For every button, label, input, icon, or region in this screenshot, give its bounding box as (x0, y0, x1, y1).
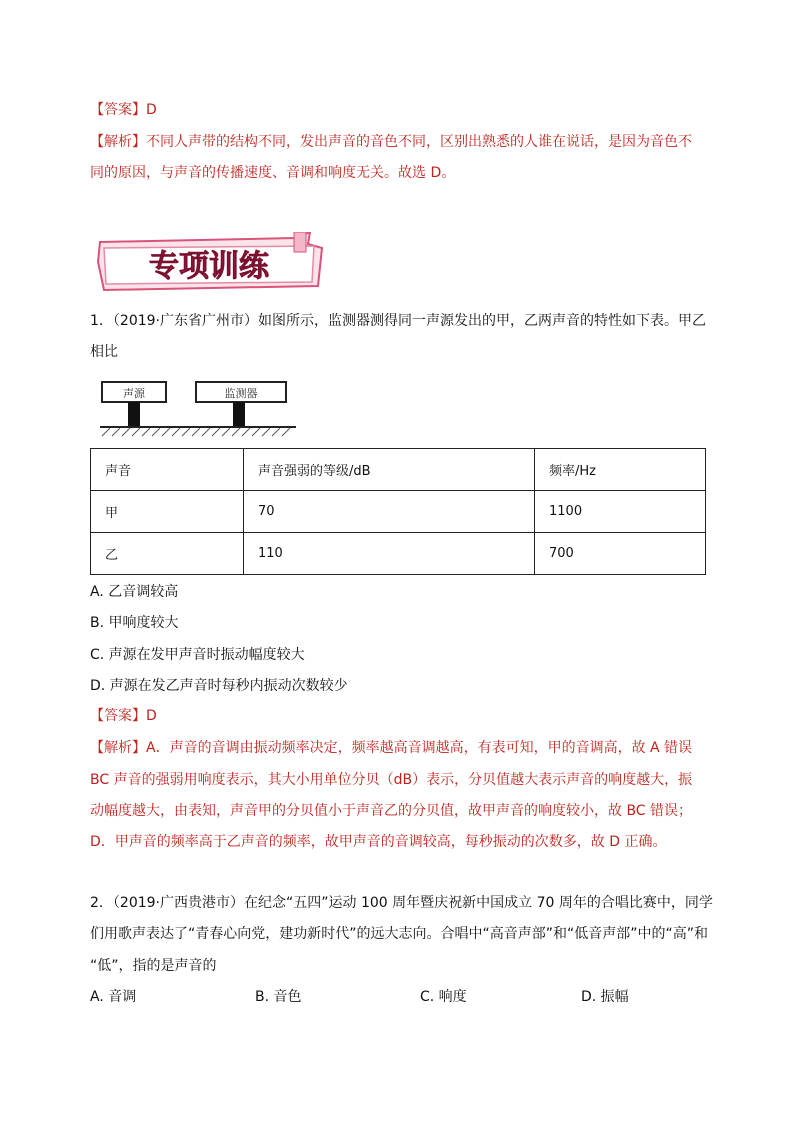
analysis-text: 不同人声带的结构不同，发出声音的音色不同，区别出熟悉的人谁在说话，是因为音色不 (146, 134, 692, 150)
apparatus-figure (100, 378, 296, 438)
q2-options (90, 987, 706, 1007)
q1-analysis-line-4: D．甲声音的频率高于乙声音的频率，故甲声音的音调较高，每秒振动的次数多，故 D 正确。 (90, 834, 667, 850)
monitor-label: 监测器 (224, 387, 258, 400)
answer-tag: 【答案】 (90, 102, 146, 118)
q2-stem-line-2: 们用歌声表达了“青春心向党，建功新时代”的远大志向。合唱中“高音声部”和“低音声部”中的“高”和 (90, 926, 709, 942)
q1-number: 1． (90, 313, 113, 329)
q2-option-d: D. 振幅 (581, 989, 629, 1005)
table-header-row (91, 449, 706, 491)
table-cell: 乙 (91, 533, 244, 575)
q2-option-b: B. 音色 (255, 989, 302, 1005)
previous-analysis-line-1 (90, 132, 692, 152)
header-cell: 声音 (91, 449, 244, 491)
table-cell: 70 (244, 491, 535, 533)
banner-title: 专项训练 (149, 249, 269, 284)
monitor-post (233, 402, 245, 426)
q1-option-a: A. 乙音调较高 (90, 584, 179, 600)
sound-source-label: 声源 (123, 387, 145, 400)
q2-source: （2019·广西贵港市） (112, 895, 245, 911)
q1-analysis-line-1 (90, 738, 692, 758)
analysis-text: A．声音的音调由振动频率决定，频率越高音调越高，有表可知，甲的音调高，故 A 错误 (146, 740, 693, 756)
table-cell: 700 (535, 533, 706, 575)
header-cell: 频率/Hz (535, 449, 706, 491)
table-row (91, 491, 706, 533)
analysis-tag: 【解析】 (90, 740, 146, 756)
table-cell: 甲 (91, 491, 244, 533)
q2-stem-text: 在纪念“五四”运动 100 周年暨庆祝新中国成立 70 周年的合唱比赛中，同学 (244, 895, 713, 911)
q1-source: （2019·广东省广州市） (112, 313, 259, 329)
q1-stem-text: 如图所示，监测器测得同一声源发出的甲，乙两声音的特性如下表。甲乙 (258, 313, 707, 329)
table-cell: 1100 (535, 491, 706, 533)
answer-value: D (146, 708, 157, 724)
table-row (91, 533, 706, 575)
q2-stem-line-3: “低”，指的是声音的 (90, 958, 217, 974)
clip-icon (294, 232, 306, 252)
q2-number: 2． (90, 895, 113, 911)
previous-analysis-line-2: 同的原因，与声音的传播速度、音调和响度无关。故选 D。 (90, 165, 456, 181)
q1-analysis-line-2: BC 声音的强弱用响度表示，其大小用单位分贝（dB）表示，分贝值越大表示声音的响度越大，振 (90, 772, 693, 788)
q2-option-c: C. 响度 (420, 989, 467, 1005)
sound-properties-table (90, 448, 706, 575)
header-cell: 声音强弱的等级/dB (244, 449, 535, 491)
sound-source-post (128, 402, 140, 426)
analysis-tag: 【解析】 (90, 134, 146, 150)
q2-stem-line-1 (90, 893, 713, 913)
q1-analysis-line-3: 动幅度越大，由表知，声音甲的分贝值小于声音乙的分贝值，故甲声音的响度较小，故 BC 错误； (90, 803, 693, 819)
q1-option-c: C. 声源在发甲声音时振动幅度较大 (90, 647, 305, 663)
q1-option-d: D. 声源在发乙声音时每秒内振动次数较少 (90, 678, 348, 694)
answer-value: D (146, 102, 157, 118)
previous-answer (90, 100, 157, 120)
q1-answer (90, 706, 157, 726)
answer-tag: 【答案】 (90, 708, 146, 724)
section-banner (96, 232, 326, 292)
ground-hatching (102, 428, 290, 436)
q1-option-b: B. 甲响度较大 (90, 615, 179, 631)
q2-option-a: A. 音调 (90, 989, 137, 1005)
table-cell: 110 (244, 533, 535, 575)
q1-stem-line-1 (90, 311, 706, 331)
q1-stem-line-2: 相比 (90, 344, 118, 360)
